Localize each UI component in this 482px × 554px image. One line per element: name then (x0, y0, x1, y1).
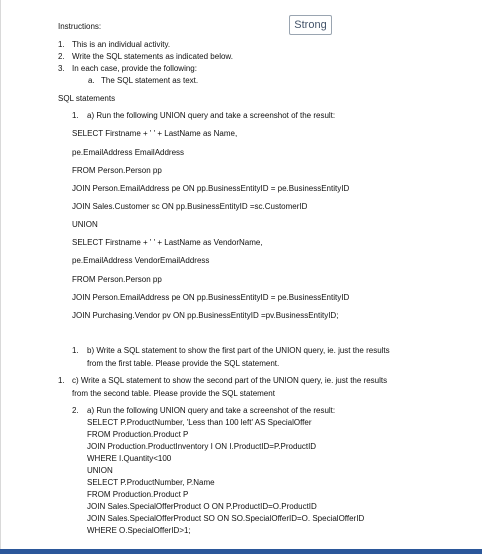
q1a-code-line: SELECT Firstname + ' ' + LastName as Name, (72, 129, 238, 138)
page-edge (0, 0, 1, 549)
instructions-heading: Instructions: (58, 22, 102, 31)
q1a-code-line: FROM Person.Person pp (72, 166, 162, 175)
q2a-code-line: SELECT P.ProductNumber, 'Less than 100 left' AS SpecialOffer (87, 418, 312, 427)
style-badge-strong[interactable]: Strong (289, 15, 332, 35)
q2a-code-line: JOIN Sales.SpecialOfferProduct SO ON SO.SpecialOfferID=O. SpecialOfferID (87, 514, 365, 523)
instruction-sub-text: The SQL statement as text. (101, 76, 199, 85)
sql-heading: SQL statements (58, 94, 116, 103)
q1a-code-line: FROM Person.Person pp (72, 275, 162, 284)
q1a-code-line: SELECT Firstname + ' ' + LastName as VendorName, (72, 238, 263, 247)
q2a-code-line: FROM Production.Product P (87, 490, 189, 499)
q1a-code-line: pe.EmailAddress EmailAddress (72, 148, 185, 157)
instruction-text-2: Write the SQL statements as indicated below. (72, 52, 233, 61)
q1a-code-line: JOIN Purchasing.Vendor pv ON pp.BusinessEntityID =pv.BusinessEntityID; (72, 311, 339, 320)
q1a-text: a) Run the following UNION query and take a screenshot of the result: (87, 111, 336, 120)
instruction-num-1: 1. (58, 40, 65, 49)
status-bar-edge (0, 549, 482, 554)
q1c-line2: from the second table. Please provide the SQL statement (72, 389, 275, 398)
q1b-line2: from the first table. Please provide the SQL statement. (87, 359, 280, 368)
instruction-text-3: In each case, provide the following: (72, 64, 197, 73)
instruction-text-1: This is an individual activity. (72, 40, 171, 49)
q1c-line1: c) Write a SQL statement to show the second part of the UNION query, ie. just the results (72, 376, 388, 385)
q1a-code-line: pe.EmailAddress VendorEmailAddress (72, 256, 210, 265)
q2a-code-line: FROM Production.Product P (87, 430, 189, 439)
q2a-code-line: WHERE I.Quantity<100 (87, 454, 172, 463)
q1a-code-line: JOIN Person.EmailAddress pe ON pp.BusinessEntityID = pe.BusinessEntityID (72, 184, 350, 193)
q1b-num: 1. (72, 346, 79, 355)
q2a-num: 2. (72, 406, 79, 415)
q1a-num: 1. (72, 111, 79, 120)
q2a-code-line: JOIN Sales.SpecialOfferProduct O ON P.ProductID=O.ProductID (87, 502, 317, 511)
q1a-code-line: JOIN Sales.Customer sc ON pp.BusinessEntityID =sc.CustomerID (72, 202, 308, 211)
instruction-num-2: 2. (58, 52, 65, 61)
instruction-sub-num: a. (88, 76, 95, 85)
q2a-code-line: JOIN Production.ProductInventory I ON I.ProductID=P.ProductID (87, 442, 317, 451)
q2a-code-line: WHERE O.SpecialOfferID>1; (87, 526, 191, 535)
q1a-code-line: UNION (72, 220, 98, 229)
q1a-code-line: JOIN Person.EmailAddress pe ON pp.BusinessEntityID = pe.BusinessEntityID (72, 293, 350, 302)
instruction-num-3: 3. (58, 64, 65, 73)
q2a-text: a) Run the following UNION query and take a screenshot of the result: (87, 406, 336, 415)
q2a-code-line: SELECT P.ProductNumber, P.Name (87, 478, 215, 487)
q1b-line1: b) Write a SQL statement to show the first part of the UNION query, ie. just the results (87, 346, 390, 355)
q2a-code-line: UNION (87, 466, 113, 475)
q1c-num: 1. (58, 376, 65, 385)
